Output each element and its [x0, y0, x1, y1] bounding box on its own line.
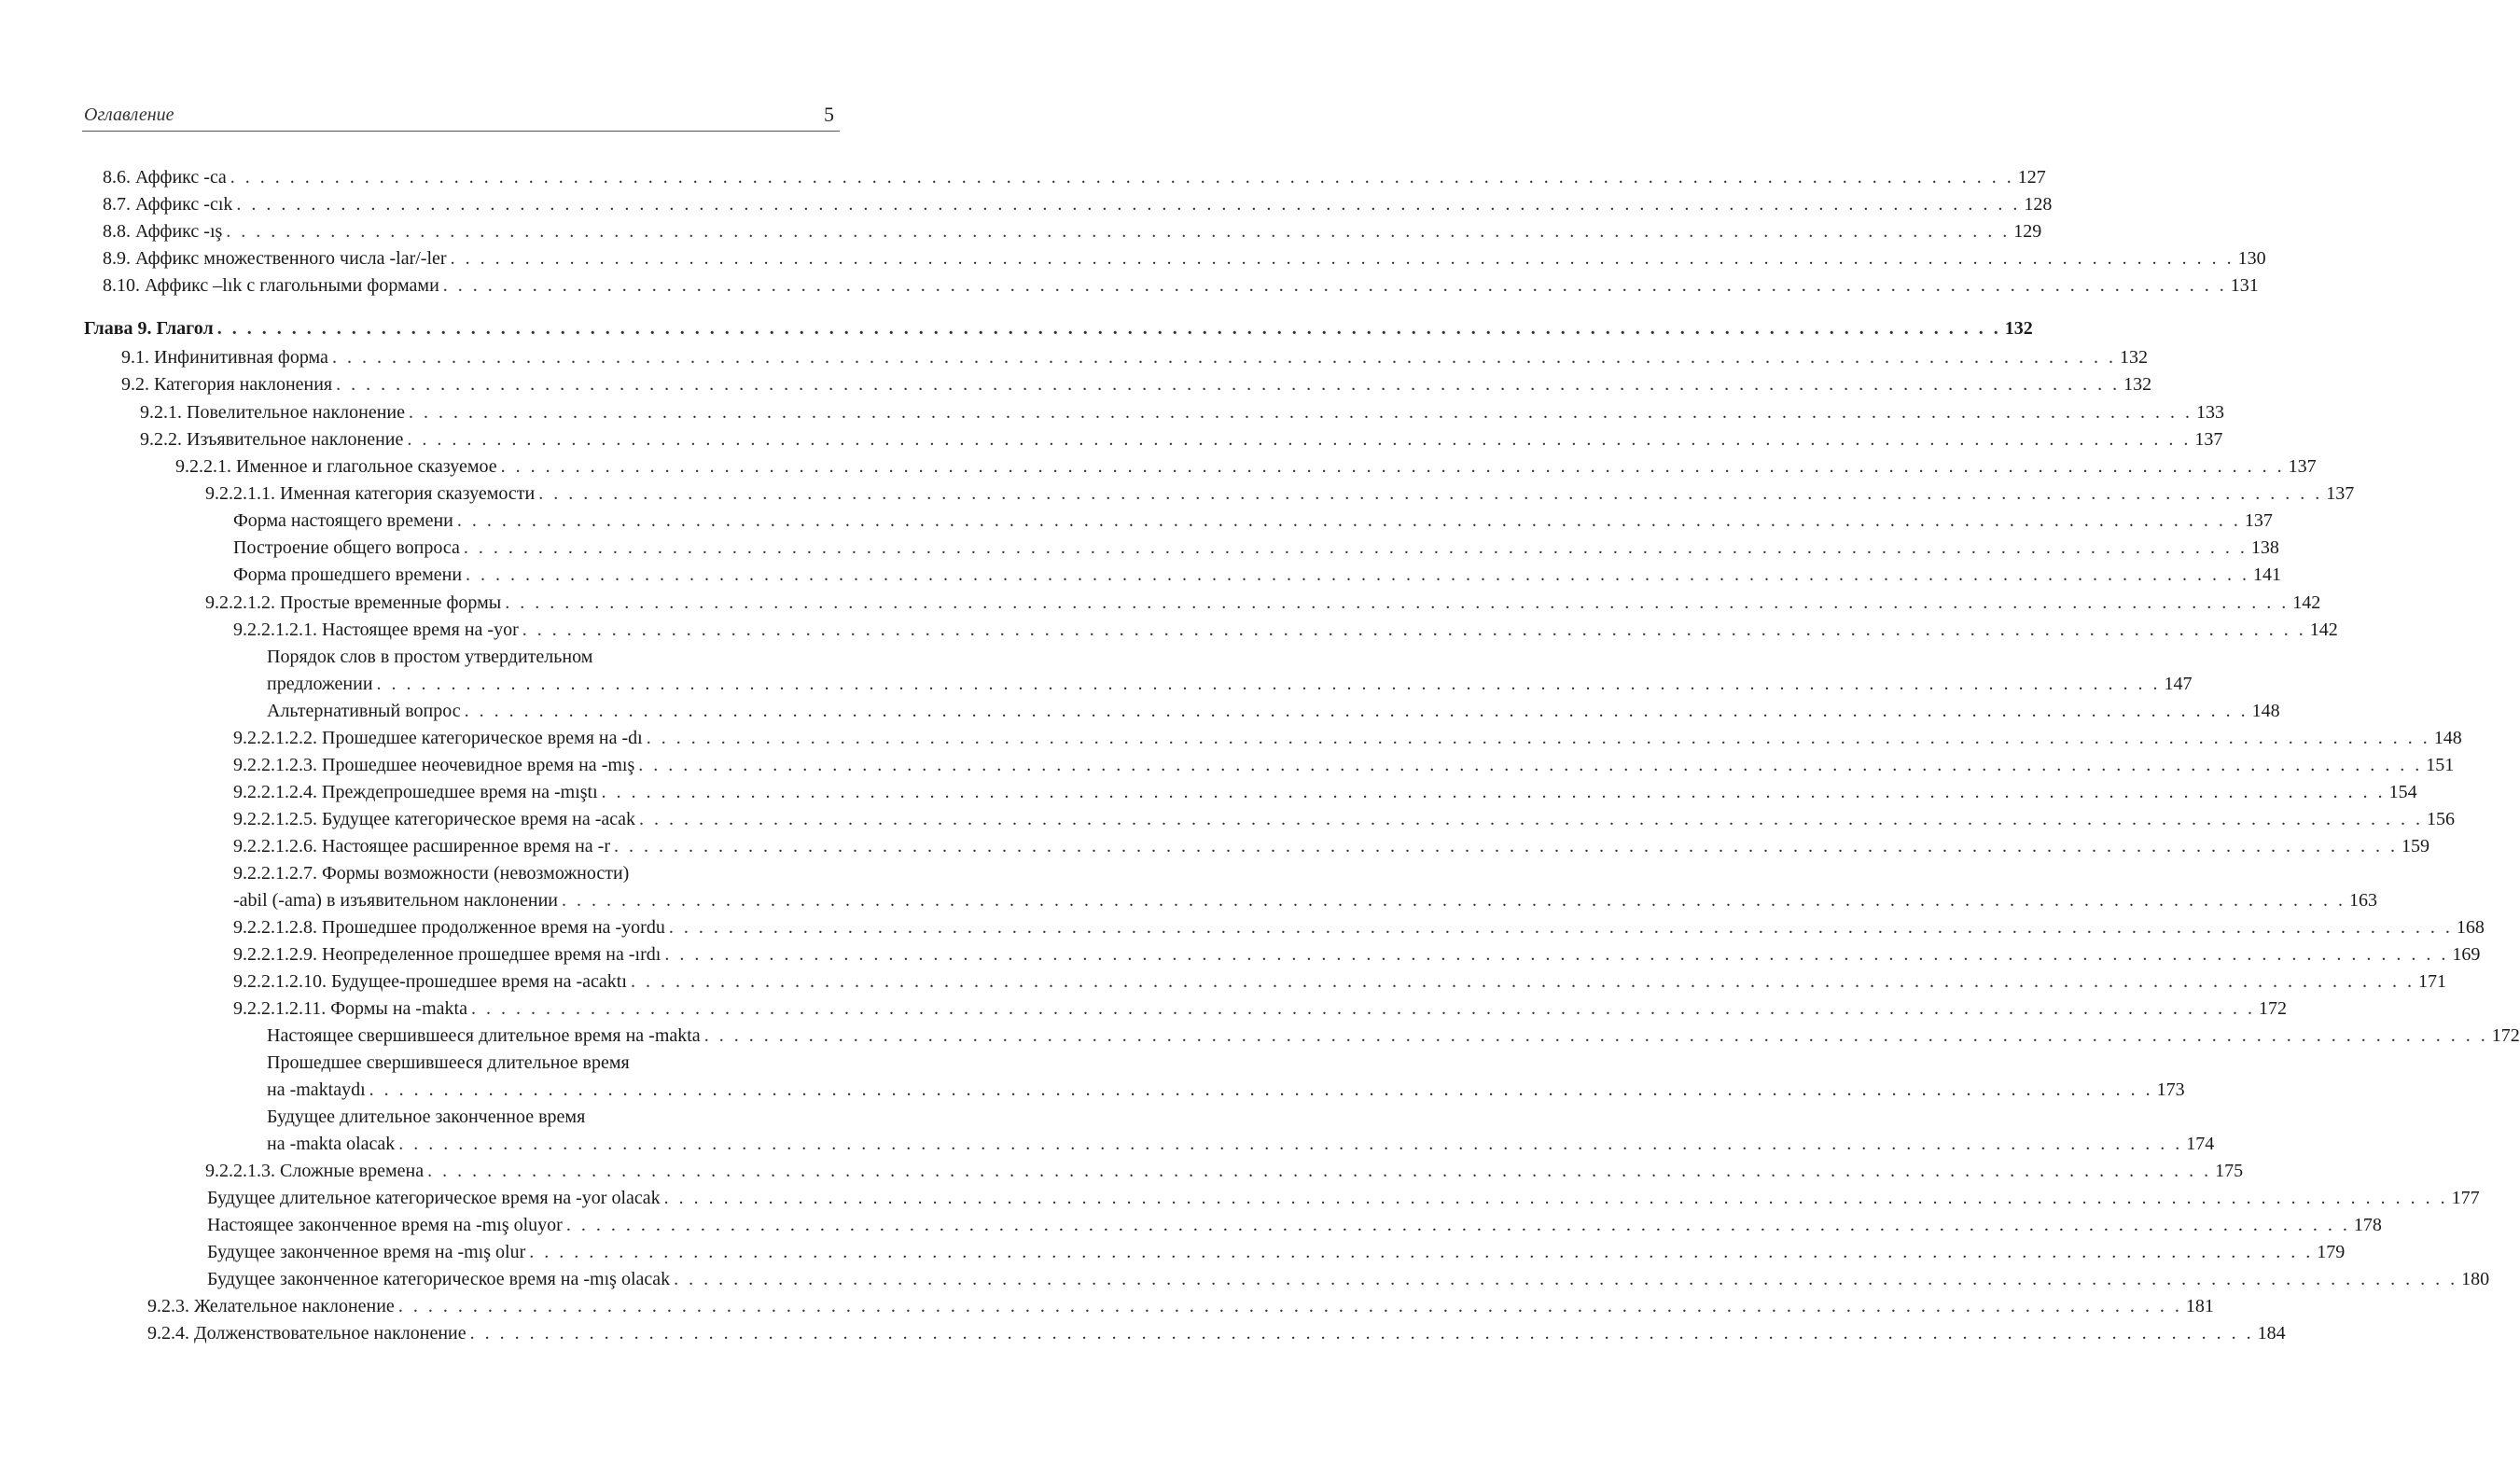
toc-page-number: 151 — [2426, 755, 2455, 775]
toc-entry[interactable] — [121, 371, 2152, 397]
toc-page-number: 132 — [2004, 318, 2033, 339]
toc-page-number: 179 — [2317, 1242, 2346, 1262]
toc-entry-title: 9.2.2.1.2.10. Будущее-прошедшее время на -acaktı — [233, 971, 627, 992]
dot-leader: . . . . . . . . . . . . . . . . . . . . . . . . . . . . . . . . . . . . . . . . . . . . . . . . . . . . . . . . . . . . . . . . . . . . . . . . . . . . . . . . . . . . . . . . . . . . . . . . . . . . . . . . . . . . . . . . . . . . . . . . — [613, 836, 2398, 856]
toc-page-number: 169 — [2452, 944, 2481, 965]
toc-page-number: 174 — [2186, 1134, 2215, 1154]
toc-entry[interactable] — [103, 245, 2266, 272]
toc-entry[interactable] — [233, 996, 2287, 1022]
dot-leader: . . . . . . . . . . . . . . . . . . . . . . . . . . . . . . . . . . . . . . . . . . . . . . . . . . . . . . . . . . . . . . . . . . . . . . . . . . . . . . . . . . . . . . . . . . . . . . . . . . . . . . . . . . . . . . . . . . . . . . . . — [663, 1188, 2448, 1208]
toc-entry[interactable] — [121, 344, 2148, 370]
toc-entry-title: 9.2.2.1.2.9. Неопределенное прошедшее время на -ırdı — [233, 944, 661, 965]
toc-page-number: 132 — [2123, 374, 2152, 395]
toc-entry-title: 9.2.2.1.3. Сложные времена — [205, 1161, 425, 1181]
toc-entry[interactable] — [233, 535, 2279, 561]
toc-entry-title: Форма настоящего времени — [233, 510, 453, 531]
toc-entry-title: 9.2.2.1.2.5. Будущее категорическое время на -acak — [233, 809, 636, 829]
toc-chapter-entry[interactable] — [84, 315, 2033, 341]
dot-leader: . . . . . . . . . . . . . . . . . . . . . . . . . . . . . . . . . . . . . . . . . . . . . . . . . . . . . . . . . . . . . . . . . . . . . . . . . . . . . . . . . . . . . . . . . . . . . . . . . . . . . . . . . . . . . . . . . . . . . . . . — [331, 347, 2116, 368]
toc-entry-title: 8.7. Аффикс -cık — [103, 194, 233, 215]
toc-page-number: 163 — [2349, 890, 2377, 911]
dot-leader: . . . . . . . . . . . . . . . . . . . . . . . . . . . . . . . . . . . . . . . . . . . . . . . . . . . . . . . . . . . . . . . . . . . . . . . . . . . . . . . . . . . . . . . . . . . . . . . . . . . . . . . . . . . . . . . . . . . . . . . . — [216, 318, 2001, 339]
toc-entry-title: Будущее законченное категорическое время на -mış olacak — [207, 1269, 671, 1289]
dot-leader: . . . . . . . . . . . . . . . . . . . . . . . . . . . . . . . . . . . . . . . . . . . . . . . . . . . . . . . . . . . . . . . . . . . . . . . . . . . . . . . . . . . . . . . . . . . . . . . . . . . . . . . . . . . . . . . . . . . . . . . . — [630, 971, 2415, 992]
toc-entry-title: 8.9. Аффикс множественного числа -lar/-ler — [103, 248, 447, 269]
dot-leader: . . . . . . . . . . . . . . . . . . . . . . . . . . . . . . . . . . . . . . . . . . . . . . . . . . . . . . . . . . . . . . . . . . . . . . . . . . . . . . . . . . . . . . . . . . . . . . . . . . . . . . . . . . . . . . . . . . . . . . . . — [601, 782, 2386, 802]
toc-entry-title: Настоящее законченное время на -mış oluyor — [207, 1215, 563, 1235]
toc-entry[interactable] — [267, 698, 2280, 724]
toc-entry[interactable] — [147, 1320, 2286, 1346]
toc-entry[interactable] — [103, 218, 2042, 244]
dot-leader: . . . . . . . . . . . . . . . . . . . . . . . . . . . . . . . . . . . . . . . . . . . . . . . . . . . . . . . . . . . . . . . . . . . . . . . . . . . . . . . . . . . . . . . . . . . . . . . . . . . . . . . . . . . . . . . . . . . . . . . . — [639, 809, 2424, 829]
toc-entry[interactable] — [233, 752, 2455, 778]
toc-entry[interactable] — [233, 508, 2273, 534]
toc-entry-title: на -makta olacak — [267, 1134, 396, 1154]
toc-entry-title: Построение общего вопроса — [233, 537, 460, 558]
dot-leader: . . . . . . . . . . . . . . . . . . . . . . . . . . . . . . . . . . . . . . . . . . . . . . . . . . . . . . . . . . . . . . . . . . . . . . . . . . . . . . . . . . . . . . . . . . . . . . . . . . . . . . . . . . . . . . . . . . . . . . . . — [565, 1215, 2350, 1235]
toc-entry[interactable] — [140, 399, 2225, 425]
toc-page-number: 137 — [2326, 483, 2355, 504]
toc-page-number: 129 — [2013, 221, 2042, 242]
toc-page-number: 180 — [2461, 1269, 2490, 1289]
dot-leader: . . . . . . . . . . . . . . . . . . . . . . . . . . . . . . . . . . . . . . . . . . . . . . . . . . . . . . . . . . . . . . . . . . . . . . . . . . . . . . . . . . . . . . . . . . . . . . . . . . . . . . . . . . . . . . . . . . . . . . . . — [236, 194, 2021, 215]
toc-page-number: 142 — [2309, 620, 2338, 640]
dot-leader: . . . . . . . . . . . . . . . . . . . . . . . . . . . . . . . . . . . . . . . . . . . . . . . . . . . . . . . . . . . . . . . . . . . . . . . . . . . . . . . . . . . . . . . . . . . . . . . . . . . . . . . . . . . . . . . . . . . . . . . . — [703, 1025, 2488, 1046]
toc-entry[interactable] — [103, 191, 2053, 217]
toc-entry-title: 9.2.2.1. Именное и глагольное сказуемое — [175, 456, 497, 477]
toc-entry-title: на -maktaydı — [267, 1079, 366, 1100]
toc-entry-title: предложении — [267, 674, 373, 694]
toc-entry-title: 9.2.2.1.2.4. Преждепрошедшее время на -mıştı — [233, 782, 598, 802]
toc-page-number: 168 — [2456, 917, 2485, 938]
toc-entry-title: 9.2.3. Желательное наклонение — [147, 1296, 395, 1316]
toc-page-number: 177 — [2451, 1188, 2480, 1208]
dot-leader: . . . . . . . . . . . . . . . . . . . . . . . . . . . . . . . . . . . . . . . . . . . . . . . . . . . . . . . . . . . . . . . . . . . . . . . . . . . . . . . . . . . . . . . . . . . . . . . . . . . . . . . . . . . . . . . . . . . . . . . . — [522, 620, 2306, 640]
dot-leader: . . . . . . . . . . . . . . . . . . . . . . . . . . . . . . . . . . . . . . . . . . . . . . . . . . . . . . . . . . . . . . . . . . . . . . . . . . . . . . . . . . . . . . . . . . . . . . . . . . . . . . . . . . . . . . . . . . . . . . . . — [529, 1242, 2314, 1262]
toc-page-number: 171 — [2417, 971, 2446, 992]
toc-entry-title: 9.2.4. Долженствовательное наклонение — [147, 1323, 466, 1344]
toc-page-number: 137 — [2194, 429, 2223, 450]
toc-entry-title: Порядок слов в простом утвердительном — [267, 647, 593, 667]
toc-entry[interactable] — [233, 941, 2481, 968]
toc-entry[interactable] — [205, 1158, 2244, 1184]
toc-page-number: 137 — [2244, 510, 2273, 531]
toc-entry[interactable] — [233, 806, 2456, 832]
dot-leader: . . . . . . . . . . . . . . . . . . . . . . . . . . . . . . . . . . . . . . . . . . . . . . . . . . . . . . . . . . . . . . . . . . . . . . . . . . . . . . . . . . . . . . . . . . . . . . . . . . . . . . . . . . . . . . . . . . . . . . . . — [376, 674, 2161, 694]
toc-entry-title: 9.2.2.1.1. Именная категория сказуемости — [205, 483, 536, 504]
toc-entry[interactable] — [205, 480, 2355, 507]
toc-page-number: 172 — [2491, 1025, 2520, 1046]
dot-leader: . . . . . . . . . . . . . . . . . . . . . . . . . . . . . . . . . . . . . . . . . . . . . . . . . . . . . . . . . . . . . . . . . . . . . . . . . . . . . . . . . . . . . . . . . . . . . . . . . . . . . . . . . . . . . . . . . . . . . . . . — [369, 1079, 2153, 1100]
dot-leader: . . . . . . . . . . . . . . . . . . . . . . . . . . . . . . . . . . . . . . . . . . . . . . . . . . . . . . . . . . . . . . . . . . . . . . . . . . . . . . . . . . . . . . . . . . . . . . . . . . . . . . . . . . . . . . . . . . . . . . . . — [664, 944, 2449, 965]
toc-entry[interactable] — [205, 590, 2321, 616]
toc-entry-title: 9.2.2.1.2.3. Прошедшее неочевидное время на -mış — [233, 755, 635, 775]
toc-entry[interactable] — [140, 426, 2223, 453]
toc-page-number: 178 — [2353, 1215, 2382, 1235]
dot-leader: . . . . . . . . . . . . . . . . . . . . . . . . . . . . . . . . . . . . . . . . . . . . . . . . . . . . . . . . . . . . . . . . . . . . . . . . . . . . . . . . . . . . . . . . . . . . . . . . . . . . . . . . . . . . . . . . . . . . . . . . — [464, 701, 2249, 721]
toc-entry-title: 8.8. Аффикс -ış — [103, 221, 223, 242]
toc-page-number: 173 — [2156, 1079, 2185, 1100]
dot-leader: . . . . . . . . . . . . . . . . . . . . . . . . . . . . . . . . . . . . . . . . . . . . . . . . . . . . . . . . . . . . . . . . . . . . . . . . . . . . . . . . . . . . . . . . . . . . . . . . . . . . . . . . . . . . . . . . . . . . . . . . — [505, 592, 2290, 613]
page-number: 5 — [824, 103, 834, 126]
toc-entry-title: 9.2.2. Изъявительное наклонение — [140, 429, 404, 450]
toc-page-number: 141 — [2253, 564, 2282, 585]
toc-entry-title: Альтернативный вопрос — [267, 701, 461, 721]
toc-page-number: 172 — [2258, 998, 2287, 1019]
toc-page-number: 148 — [2433, 728, 2462, 748]
toc-page-number: 127 — [2017, 167, 2046, 188]
dot-leader: . . . . . . . . . . . . . . . . . . . . . . . . . . . . . . . . . . . . . . . . . . . . . . . . . . . . . . . . . . . . . . . . . . . . . . . . . . . . . . . . . . . . . . . . . . . . . . . . . . . . . . . . . . . . . . . . . . . . . . . . — [226, 221, 2011, 242]
toc-entry-title: Настоящее свершившееся длительное время на -makta — [267, 1025, 701, 1046]
toc-entry-title: 9.2.2.1.2.11. Формы на -makta — [233, 998, 467, 1019]
toc-entry[interactable] — [233, 887, 2377, 913]
toc-page-number: 175 — [2215, 1161, 2244, 1181]
toc-entry[interactable] — [267, 1131, 2215, 1157]
dot-leader: . . . . . . . . . . . . . . . . . . . . . . . . . . . . . . . . . . . . . . . . . . . . . . . . . . . . . . . . . . . . . . . . . . . . . . . . . . . . . . . . . . . . . . . . . . . . . . . . . . . . . . . . . . . . . . . . . . . . . . . . — [336, 374, 2121, 395]
toc-entry[interactable] — [233, 779, 2417, 805]
toc-entry[interactable] — [267, 671, 2193, 697]
dot-leader: . . . . . . . . . . . . . . . . . . . . . . . . . . . . . . . . . . . . . . . . . . . . . . . . . . . . . . . . . . . . . . . . . . . . . . . . . . . . . . . . . . . . . . . . . . . . . . . . . . . . . . . . . . . . . . . . . . . . . . . . — [469, 1323, 2254, 1344]
dot-leader: . . . . . . . . . . . . . . . . . . . . . . . . . . . . . . . . . . . . . . . . . . . . . . . . . . . . . . . . . . . . . . . . . . . . . . . . . . . . . . . . . . . . . . . . . . . . . . . . . . . . . . . . . . . . . . . . . . . . . . . . — [427, 1161, 2212, 1181]
dot-leader: . . . . . . . . . . . . . . . . . . . . . . . . . . . . . . . . . . . . . . . . . . . . . . . . . . . . . . . . . . . . . . . . . . . . . . . . . . . . . . . . . . . . . . . . . . . . . . . . . . . . . . . . . . . . . . . . . . . . . . . . — [409, 402, 2193, 423]
toc-entry-title: Будущее законченное время на -mış olur — [207, 1242, 526, 1262]
toc-entry-title: 9.2.1. Повелительное наклонение — [140, 402, 406, 423]
toc-entry[interactable] — [103, 164, 2046, 190]
toc-entry-title: Глава 9. Глагол — [84, 318, 214, 339]
toc-page-number: 181 — [2185, 1296, 2214, 1316]
dot-leader: . . . . . . . . . . . . . . . . . . . . . . . . . . . . . . . . . . . . . . . . . . . . . . . . . . . . . . . . . . . . . . . . . . . . . . . . . . . . . . . . . . . . . . . . . . . . . . . . . . . . . . . . . . . . . . . . . . . . . . . . — [500, 456, 2285, 477]
toc-entry[interactable] — [207, 1239, 2346, 1265]
toc-page-number: 128 — [2024, 194, 2053, 215]
toc-entry[interactable] — [147, 1293, 2214, 1319]
dot-leader: . . . . . . . . . . . . . . . . . . . . . . . . . . . . . . . . . . . . . . . . . . . . . . . . . . . . . . . . . . . . . . . . . . . . . . . . . . . . . . . . . . . . . . . . . . . . . . . . . . . . . . . . . . . . . . . . . . . . . . . . — [646, 728, 2430, 748]
toc-entry[interactable] — [233, 914, 2485, 940]
dot-leader: . . . . . . . . . . . . . . . . . . . . . . . . . . . . . . . . . . . . . . . . . . . . . . . . . . . . . . . . . . . . . . . . . . . . . . . . . . . . . . . . . . . . . . . . . . . . . . . . . . . . . . . . . . . . . . . . . . . . . . . . — [450, 248, 2235, 269]
dot-leader: . . . . . . . . . . . . . . . . . . . . . . . . . . . . . . . . . . . . . . . . . . . . . . . . . . . . . . . . . . . . . . . . . . . . . . . . . . . . . . . . . . . . . . . . . . . . . . . . . . . . . . . . . . . . . . . . . . . . . . . . — [442, 275, 2227, 296]
toc-page-number: 130 — [2237, 248, 2266, 269]
toc-entry[interactable] — [207, 1266, 2490, 1292]
toc-entry[interactable] — [233, 833, 2430, 859]
toc-page-number: 148 — [2251, 701, 2280, 721]
dot-leader: . . . . . . . . . . . . . . . . . . . . . . . . . . . . . . . . . . . . . . . . . . . . . . . . . . . . . . . . . . . . . . . . . . . . . . . . . . . . . . . . . . . . . . . . . . . . . . . . . . . . . . . . . . . . . . . . . . . . . . . . — [230, 167, 2014, 188]
toc-entry-title: -abil (-ama) в изъявительном наклонении — [233, 890, 558, 911]
toc-page-number: 159 — [2401, 836, 2430, 856]
dot-leader: . . . . . . . . . . . . . . . . . . . . . . . . . . . . . . . . . . . . . . . . . . . . . . . . . . . . . . . . . . . . . . . . . . . . . . . . . . . . . . . . . . . . . . . . . . . . . . . . . . . . . . . . . . . . . . . . . . . . . . . . — [562, 890, 2346, 911]
toc-entry-title: 9.2.2.1.2.1. Настоящее время на -yor — [233, 620, 519, 640]
toc-entry[interactable] — [233, 617, 2338, 643]
dot-leader: . . . . . . . . . . . . . . . . . . . . . . . . . . . . . . . . . . . . . . . . . . . . . . . . . . . . . . . . . . . . . . . . . . . . . . . . . . . . . . . . . . . . . . . . . . . . . . . . . . . . . . . . . . . . . . . . . . . . . . . . — [674, 1269, 2458, 1289]
toc-page-number: 142 — [2292, 592, 2321, 613]
dot-leader: . . . . . . . . . . . . . . . . . . . . . . . . . . . . . . . . . . . . . . . . . . . . . . . . . . . . . . . . . . . . . . . . . . . . . . . . . . . . . . . . . . . . . . . . . . . . . . . . . . . . . . . . . . . . . . . . . . . . . . . . — [456, 510, 2241, 531]
toc-entry-title: Прошедшее свершившееся длительное время — [267, 1052, 630, 1073]
toc-page-number: 138 — [2250, 537, 2279, 558]
dot-leader: . . . . . . . . . . . . . . . . . . . . . . . . . . . . . . . . . . . . . . . . . . . . . . . . . . . . . . . . . . . . . . . . . . . . . . . . . . . . . . . . . . . . . . . . . . . . . . . . . . . . . . . . . . . . . . . . . . . . . . . . — [463, 537, 2248, 558]
toc-entry-title: Будущее длительное законченное время — [267, 1107, 586, 1127]
toc-entry-title: 9.2.2.1.2.6. Настоящее расширенное время на -r — [233, 836, 610, 856]
toc-entry-title: 9.2. Категория наклонения — [121, 374, 333, 395]
toc-entry[interactable] — [103, 272, 2259, 299]
toc-page-number: 131 — [2230, 275, 2259, 296]
dot-leader: . . . . . . . . . . . . . . . . . . . . . . . . . . . . . . . . . . . . . . . . . . . . . . . . . . . . . . . . . . . . . . . . . . . . . . . . . . . . . . . . . . . . . . . . . . . . . . . . . . . . . . . . . . . . . . . . . . . . . . . . — [538, 483, 2323, 504]
dot-leader: . . . . . . . . . . . . . . . . . . . . . . . . . . . . . . . . . . . . . . . . . . . . . . . . . . . . . . . . . . . . . . . . . . . . . . . . . . . . . . . . . . . . . . . . . . . . . . . . . . . . . . . . . . . . . . . . . . . . . . . . — [638, 755, 2423, 775]
toc-entry-title: 9.2.2.1.2.2. Прошедшее категорическое время на -dı — [233, 728, 643, 748]
running-header — [82, 99, 840, 132]
toc-entry-title: 8.6. Аффикс -ca — [103, 167, 227, 188]
toc-entry[interactable] — [207, 1212, 2382, 1238]
toc-entry[interactable] — [267, 1077, 2185, 1103]
toc-entry[interactable] — [175, 453, 2317, 480]
dot-leader: . . . . . . . . . . . . . . . . . . . . . . . . . . . . . . . . . . . . . . . . . . . . . . . . . . . . . . . . . . . . . . . . . . . . . . . . . . . . . . . . . . . . . . . . . . . . . . . . . . . . . . . . . . . . . . . . . . . . . . . . — [466, 564, 2250, 585]
toc-entry-title: 9.2.2.1.2.8. Прошедшее продолженное время на -yordu — [233, 917, 665, 938]
running-header-title: Оглавление — [84, 104, 174, 125]
toc-page-number: 156 — [2427, 809, 2456, 829]
toc-entry[interactable] — [267, 1023, 2520, 1049]
toc-entry-title: 8.10. Аффикс –lık с глагольными формами — [103, 275, 439, 296]
toc-page-number: 137 — [2288, 456, 2317, 477]
dot-leader: . . . . . . . . . . . . . . . . . . . . . . . . . . . . . . . . . . . . . . . . . . . . . . . . . . . . . . . . . . . . . . . . . . . . . . . . . . . . . . . . . . . . . . . . . . . . . . . . . . . . . . . . . . . . . . . . . . . . . . . . — [668, 917, 2453, 938]
toc-entry-title: Будущее длительное категорическое время на -yor olacak — [207, 1188, 661, 1208]
toc-page-number: 184 — [2257, 1323, 2286, 1344]
toc-entry-title: 9.1. Инфинитивная форма — [121, 347, 328, 368]
toc-page-number: 132 — [2119, 347, 2148, 368]
dot-leader: . . . . . . . . . . . . . . . . . . . . . . . . . . . . . . . . . . . . . . . . . . . . . . . . . . . . . . . . . . . . . . . . . . . . . . . . . . . . . . . . . . . . . . . . . . . . . . . . . . . . . . . . . . . . . . . . . . . . . . . . — [397, 1296, 2182, 1316]
dot-leader: . . . . . . . . . . . . . . . . . . . . . . . . . . . . . . . . . . . . . . . . . . . . . . . . . . . . . . . . . . . . . . . . . . . . . . . . . . . . . . . . . . . . . . . . . . . . . . . . . . . . . . . . . . . . . . . . . . . . . . . . — [398, 1134, 2183, 1154]
toc-entry[interactable] — [207, 1185, 2480, 1211]
toc-entry[interactable] — [233, 968, 2446, 995]
toc-entry-title: Форма прошедшего времени — [233, 564, 463, 585]
toc-entry-title: 9.2.2.1.2.7. Формы возможности (невозможности) — [233, 863, 630, 884]
toc-page-number: 154 — [2388, 782, 2417, 802]
dot-leader: . . . . . . . . . . . . . . . . . . . . . . . . . . . . . . . . . . . . . . . . . . . . . . . . . . . . . . . . . . . . . . . . . . . . . . . . . . . . . . . . . . . . . . . . . . . . . . . . . . . . . . . . . . . . . . . . . . . . . . . . — [470, 998, 2255, 1019]
toc-page-number: 133 — [2196, 402, 2225, 423]
toc-entry[interactable] — [233, 725, 2462, 751]
toc-page-number: 147 — [2164, 674, 2193, 694]
toc-entry[interactable] — [233, 562, 2282, 588]
toc-entry-title: 9.2.2.1.2. Простые временные формы — [205, 592, 502, 613]
dot-leader: . . . . . . . . . . . . . . . . . . . . . . . . . . . . . . . . . . . . . . . . . . . . . . . . . . . . . . . . . . . . . . . . . . . . . . . . . . . . . . . . . . . . . . . . . . . . . . . . . . . . . . . . . . . . . . . . . . . . . . . . — [407, 429, 2192, 450]
